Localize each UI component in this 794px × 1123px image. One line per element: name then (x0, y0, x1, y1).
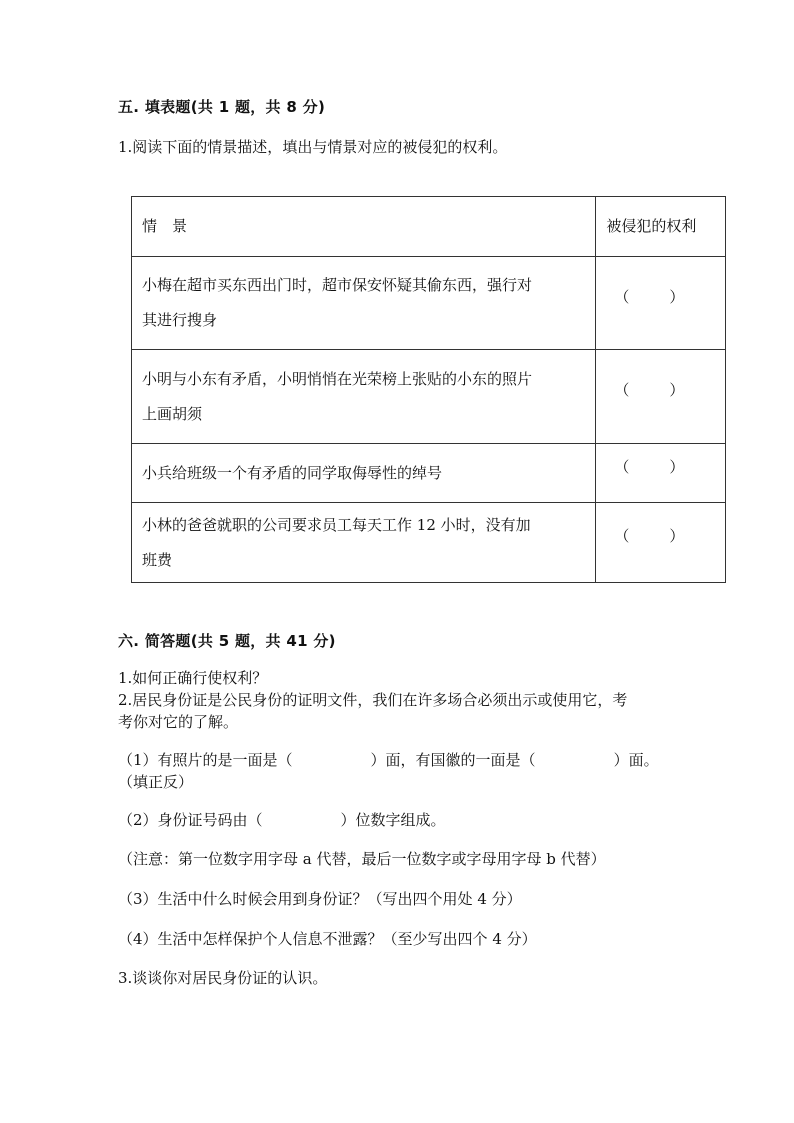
header-right-violated: 被侵犯的权利 (596, 197, 726, 257)
sub-question3: （3）生活中什么时候会用到身份证？（写出四个用处 4 分） (118, 890, 522, 908)
scene-cell: 小梅在超市买东西出门时，超市保安怀疑其偷东西，强行对 其进行搜身 (132, 257, 596, 350)
table-row (132, 350, 726, 444)
section6-question1: 1.如何正确行使权利？ (118, 669, 268, 687)
note: （注意：第一位数字用字母 a 代替，最后一位数字或字母用字母 b 代替） (118, 850, 606, 868)
sub-question2: （2）身份证号码由（ ）位数字组成。 (118, 811, 446, 829)
rights-table (131, 196, 726, 583)
table-row (132, 444, 726, 503)
answer-blank[interactable]: （ ） (596, 257, 726, 350)
answer-blank[interactable]: （ ） (596, 350, 726, 444)
table-header-row (132, 197, 726, 257)
section6-question2-line1: 2.居民身份证是公民身份的证明文件，我们在许多场合必须出示或使用它，考 (118, 691, 628, 709)
sub-question1-line2: （填正反） (118, 773, 194, 791)
answer-blank[interactable]: （ ） (596, 444, 726, 503)
scene-cell: 小明与小东有矛盾，小明悄悄在光荣榜上张贴的小东的照片 上画胡须 (132, 350, 596, 444)
scene-cell: 小林的爸爸就职的公司要求员工每天工作 12 小时，没有加 班费 (132, 503, 596, 583)
header-scene: 情 景 (132, 197, 596, 257)
scene-cell: 小兵给班级一个有矛盾的同学取侮辱性的绰号 (132, 444, 596, 503)
section6-question2-line2: 考你对它的了解。 (118, 713, 239, 731)
section6-question3: 3.谈谈你对居民身份证的认识。 (118, 969, 328, 987)
section5-title: 五. 填表题(共 1 题，共 8 分) (118, 98, 326, 116)
table-row (132, 503, 726, 583)
section5-question1: 1.阅读下面的情景描述，填出与情景对应的被侵犯的权利。 (118, 138, 508, 156)
sub-question4: （4）生活中怎样保护个人信息不泄露？（至少写出四个 4 分） (118, 930, 537, 948)
table-row (132, 257, 726, 350)
sub-question1-line1: （1）有照片的是一面是（ ）面，有国徽的一面是（ ）面。 (118, 751, 659, 769)
answer-blank[interactable]: （ ） (596, 503, 726, 583)
section6-title: 六. 简答题(共 5 题，共 41 分) (118, 632, 336, 650)
